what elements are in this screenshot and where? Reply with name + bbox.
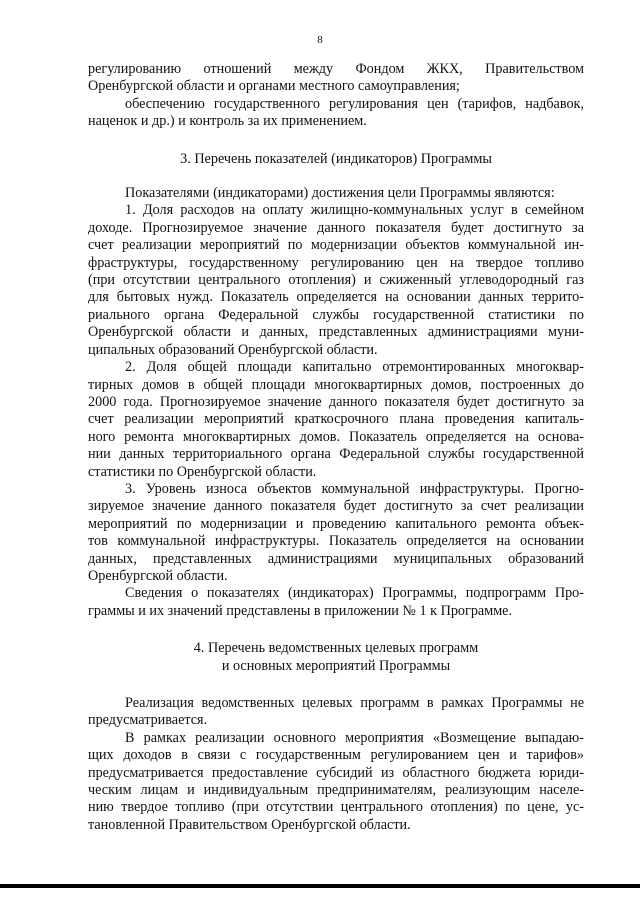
text-line: тов коммунальной инфраструктуры. Показатель определяется на основании [88, 533, 584, 550]
section-4-paragraph-2 [88, 730, 584, 834]
text-line: регулированию отношений между Фондом ЖКХ, Правительством [88, 61, 584, 77]
text-line: счет реализации мероприятий краткосрочного плана проведения капиталь- [88, 411, 584, 428]
indicator-info [88, 585, 584, 620]
text-line: В рамках реализации основного мероприятия «Возмещение выпадаю- [125, 729, 584, 746]
text-line: нию твердое топливо (при отсутствии центрального отопления) по цене, ус- [88, 799, 584, 816]
text-line: ципальных образований Оренбургской области. [88, 341, 378, 358]
bottom-rule [0, 884, 640, 888]
text-line: тирных домов в общей площади многоквартирных домов, построенных до [88, 376, 584, 393]
text-line: Оренбургской области и данных, представленных администрациями муни- [88, 324, 584, 341]
text-line: (при отсутствии центрального отопления) и сжиженный углеводородный газ [88, 272, 584, 289]
text-line: нии данных территориального органа Федеральной службы государственной [88, 446, 584, 463]
text-line: Оренбургской области и органами местного самоуправления; [88, 78, 460, 95]
text-line: ного ремонта многоквартирных домов. Показатель определяется на основа- [88, 428, 584, 445]
text-line: предусматривается предоставление субсидий из областного бюджета юриди- [88, 764, 584, 781]
text-line: статистики по Оренбургской области. [88, 463, 317, 480]
section-4-heading-line-2: и основных мероприятий Программы [221, 657, 451, 674]
text-line: риального органа Федеральной службы государственной статистики по [88, 306, 584, 323]
text-line: ческим лицам и индивидуальным предпринимателям, реализующим населе- [88, 782, 584, 799]
page-number: 8 [317, 34, 323, 46]
text-line: 2. Доля общей площади капитально отремонтированных многоквар- [125, 359, 584, 376]
indicator-item-3 [88, 481, 584, 585]
indicator-item-1 [88, 202, 584, 359]
text-line: доходе. Прогнозируемое значение данного показателя будет достигнуто за [88, 219, 584, 236]
text-line: наценок и др.) и контроль за их применением. [88, 113, 367, 130]
text-line: тановленной Правительством Оренбургской области. [88, 816, 411, 833]
text-line: Оренбургской области. [88, 567, 228, 584]
text-line: счет реализации мероприятий по модернизации объектов коммунальной ин- [88, 237, 584, 254]
text-line: предусматривается. [88, 712, 208, 729]
section-4-paragraph-1 [88, 695, 584, 730]
text-line: граммы и их значений представлены в приложении № 1 к Программе. [88, 602, 513, 619]
text-line: 1. Доля расходов на оплату жилищно-коммунальных услуг в семейном [125, 202, 584, 219]
text-line: для бытовых нужд. Показатель определяется на основании данных террито- [88, 289, 584, 306]
text-line: 2000 года. Прогнозируемое значение данного показателя будет достигнуто за [88, 393, 584, 410]
section-3-heading: 3. Перечень показателей (индикаторов) Программы [180, 150, 492, 167]
text-line: зируемое значение данного показателя будет достигнуто за счет реализации [88, 498, 584, 515]
indicator-item-2 [88, 359, 584, 481]
text-line: Сведения о показателях (индикаторах) Программы, подпрограмм Про- [125, 585, 584, 602]
text-line: щих доходов в связи с государственным регулированием цен и тарифов» [88, 747, 584, 764]
section-4-heading-line-1: 4. Перечень ведомственных целевых программ [193, 640, 479, 657]
text-line: Реализация ведомственных целевых программ в рамках Программы не [125, 695, 584, 711]
document-body [88, 61, 584, 834]
text-line: фраструктуры, государственному регулированию цен на твердое топливо [88, 254, 584, 271]
text-line: обеспечению государственного регулирования цен (тарифов, надбавок, [125, 95, 584, 112]
text-line: 3. Уровень износа объектов коммунальной инфраструктуры. Прогно- [125, 480, 584, 497]
text-line: мероприятий по модернизации и проведению капитального ремонта объек- [88, 515, 584, 532]
text-line: данных, представленных администрациями муниципальных образований [88, 550, 584, 567]
intro-paragraph [88, 61, 584, 131]
section-3-lead: Показателями (индикаторами) достижения цели Программы являются: [125, 185, 555, 202]
